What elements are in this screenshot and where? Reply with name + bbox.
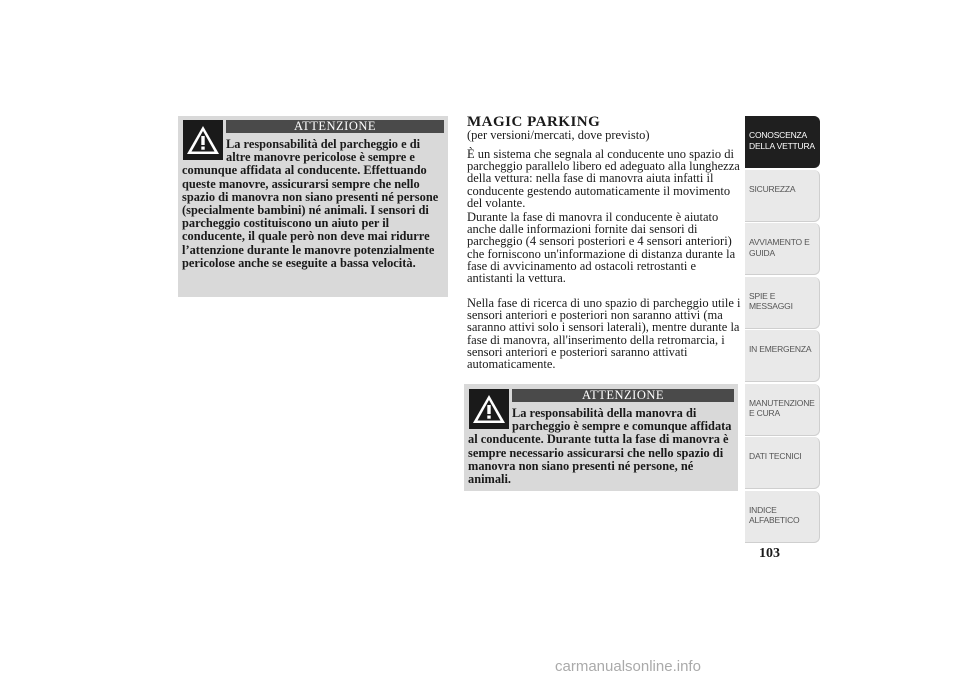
tab-dati-tecnici[interactable]: DATI TECNICI [745, 437, 820, 489]
tab-manutenzione-cura[interactable]: MANUTENZIONE E CURA [745, 384, 820, 436]
warning-header: ATTENZIONE [226, 120, 444, 133]
warning-text: La responsabilità della manovra di parcheggio è sempre e comunque affidata al conducente. Durante tutta la fase di manovra è sempre necessario assicurarsi che nello spazio di manovra non siano presenti né persone, né animali. [468, 406, 732, 487]
watermark: carmanualsonline.info [555, 658, 701, 675]
section-title: MAGIC PARKING [467, 114, 601, 130]
tab-spie-messaggi[interactable]: SPIE E MESSAGGI [745, 277, 820, 329]
tab-indice-alfabetico[interactable]: INDICE ALFABETICO [745, 491, 820, 543]
page-number: 103 [759, 546, 780, 561]
body-paragraph: È un sistema che segnala al conducente uno spazio di parcheggio parallelo libero ed adeguato alla lunghezza della vettura: nella fase di manovra aiuta infatti il conducente gestendo automaticamente il movimento del volante. [467, 147, 740, 210]
tab-in-emergenza[interactable]: IN EMERGENZA [745, 330, 820, 382]
section-subtitle: (per versioni/mercati, dove previsto) [467, 128, 650, 142]
tab-conoscenza-vettura[interactable]: CONOSCENZA DELLA VETTURA [745, 116, 820, 168]
warning-box-parking [178, 116, 448, 297]
warning-text: La responsabilità del parcheggio e di altre manovre pericolose è sempre e comunque affidata al conducente. Effettuando queste manovre, assicurarsi sempre che nello spazio di manovra non siano presenti né persone (specialmente bambini) né animali. I sensori di parcheggio costituiscono un aiuto per il conducente, il quale però non deve mai ridurre l’attenzione durante le manovre potenzialmente pericolose anche se eseguite a bassa velocità. [182, 137, 439, 270]
warning-header: ATTENZIONE [512, 389, 734, 402]
body-paragraph: Nella fase di ricerca di uno spazio di parcheggio utile i sensori anteriori e posteriori non saranno attivi (ma saranno attivi solo i sensori laterali), mentre durante la fase di manovra, all'inserimento della retromarcia, i sensori anteriori e posteriori saranno attivati automaticamente. [467, 296, 741, 372]
tab-avviamento-guida[interactable]: AVVIAMENTO E GUIDA [745, 223, 820, 275]
body-paragraph: Durante la fase di manovra il conducente è aiutato anche dalle informazioni fornite dai sensori di parcheggio (4 sensori posteriori e 4 sensori anteriori) che forniscono un'informazione di distanza durante la fase di avvicinamento ad ostacoli retrostanti e antistanti la vettura. [467, 210, 736, 286]
chapter-tabs [745, 116, 820, 544]
tab-sicurezza[interactable]: SICUREZZA [745, 170, 820, 222]
warning-box-maneuver [464, 384, 738, 491]
